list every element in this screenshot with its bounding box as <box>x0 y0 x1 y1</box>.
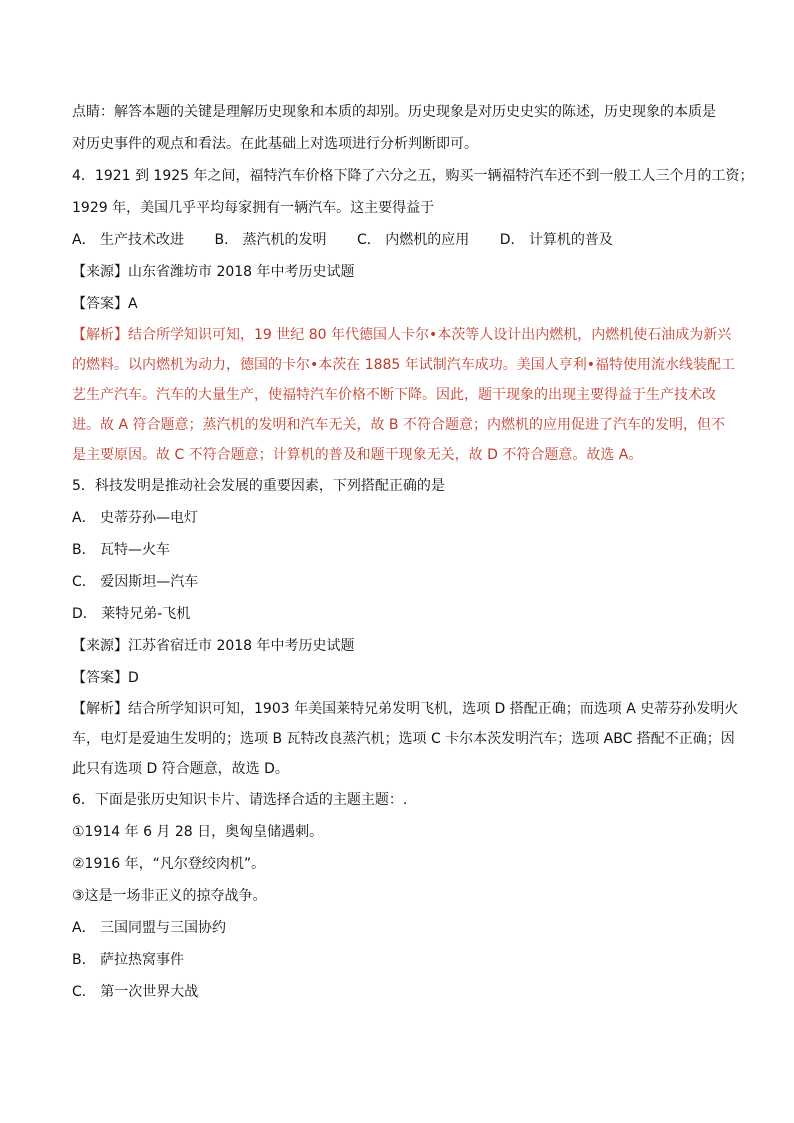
q5-option-a: A． 史蒂芬孙—电灯 <box>72 510 199 526</box>
q4-answer: 【答案】A <box>72 296 138 312</box>
q4-analysis-line: 进。故 A 符合题意；蒸汽机的发明和汽车无关，故 B 不符合题意；内燃机的应用促进了汽车的发明，但不 <box>72 417 725 433</box>
tip-line-1: 点睛：解答本题的关键是理解历史现象和本质的却别。历史现象是对历史史实的陈述，历史现象的本质是 <box>72 104 716 120</box>
q4-option-d: D． 计算机的普及 <box>499 232 613 248</box>
q4-analysis-line: 艺生产汽车。汽车的大量生产，使福特汽车价格不断下降。因此，题干现象的出现主要得益于生产技术改 <box>72 387 716 403</box>
q6-card-3: ③这是一场非正义的掠夺战争。 <box>72 888 267 904</box>
q6-card-1: ①1914 年 6 月 28 日，奥匈皇储遇刺。 <box>72 824 324 840</box>
q4-analysis <box>72 320 736 470</box>
q4-option-a: A． 生产技术改进 <box>72 232 185 248</box>
q4-option-c: C． 内燃机的应用 <box>357 232 470 248</box>
q4-stem-line-1: 4．1921 到 1925 年之间，福特汽车价格下降了六分之五，购买一辆福特汽车还不到一般工人三个月的工资； <box>72 168 754 184</box>
q6-option-c: C． 第一次世界大战 <box>72 984 199 1000</box>
q4-option-b: B． 蒸汽机的发明 <box>214 232 327 248</box>
q5-analysis-line: 【解析】结合所学知识可知，1903 年美国莱特兄弟发明飞机，选项 D 搭配正确；而选项 A 史蒂芬孙发明火 <box>72 701 739 717</box>
q5-analysis <box>72 694 739 784</box>
q4-analysis-line: 是主要原因。故 C 不符合题意；计算机的普及和题干现象无关，故 D 不符合题意。故选 A。 <box>72 447 643 463</box>
document-page <box>72 96 754 1008</box>
q6-stem: 6．下面是张历史知识卡片、请选择合适的主题主题：. <box>72 792 408 808</box>
q6-option-a: A． 三国同盟与三国协约 <box>72 920 227 936</box>
q4-options <box>72 224 724 256</box>
q5-answer: 【答案】D <box>72 670 139 686</box>
q5-option-d: D． 莱特兄弟-飞机 <box>72 606 191 622</box>
q5-source: 【来源】江苏省宿迁市 2018 年中考历史试题 <box>72 638 355 654</box>
q4-stem-line-2: 1929 年，美国几乎平均每家拥有一辆汽车。这主要得益于 <box>72 200 435 216</box>
q5-analysis-line: 车，电灯是爱迪生发明的；选项 B 瓦特改良蒸汽机；选项 C 卡尔本茨发明汽车；选项 ABC 搭配不正确；因 <box>72 731 735 747</box>
q5-option-c: C． 爱因斯坦—汽车 <box>72 574 199 590</box>
q4-source: 【来源】山东省潍坊市 2018 年中考历史试题 <box>72 264 355 280</box>
q5-stem: 5．科技发明是推动社会发展的重要因素，下列搭配正确的是 <box>72 478 445 494</box>
q6-card-2: ②1916 年，“凡尔登绞肉机”。 <box>72 856 266 872</box>
q4-analysis-line: 【解析】结合所学知识可知，19 世纪 80 年代德国人卡尔•本茨等人设计出内燃机，内燃机使石油成为新兴 <box>72 327 732 343</box>
q5-analysis-line: 此只有选项 D 符合题意，故选 D。 <box>72 761 289 777</box>
q4-analysis-line: 的燃料。以内燃机为动力，德国的卡尔•本茨在 1885 年试制汽车成功。美国人亨利•福特使用流水线装配工 <box>72 357 736 373</box>
q5-option-b: B． 瓦特—火车 <box>72 542 171 558</box>
tip-line-2: 对历史事件的观点和看法。在此基础上对选项进行分析判断即可。 <box>72 136 478 152</box>
q6-option-b: B． 萨拉热窝事件 <box>72 952 185 968</box>
